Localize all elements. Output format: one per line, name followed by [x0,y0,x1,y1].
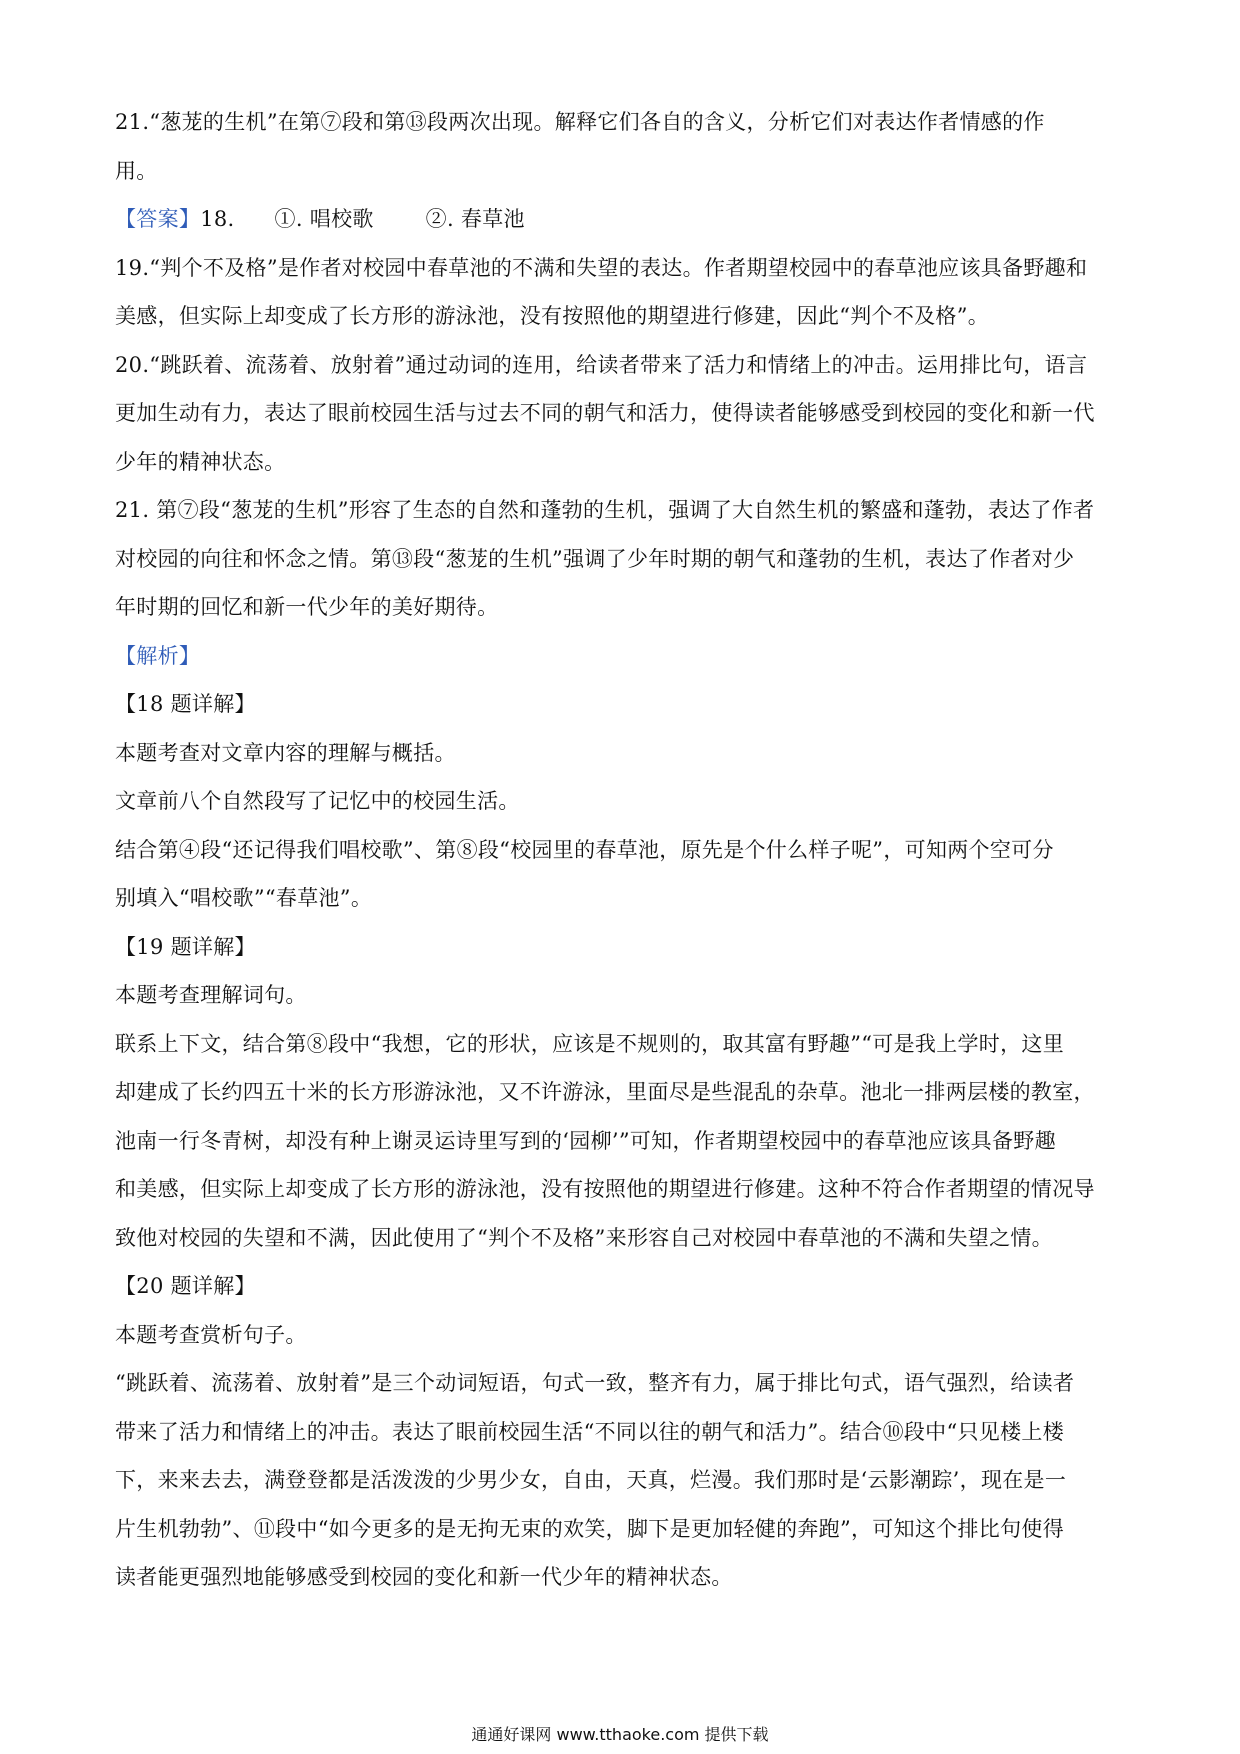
answer-19-line1: 19.“判个不及格”是作者对校园中春草池的不满和失望的表达。作者期望校园中的春草池应该具备野趣和 [115,255,1088,280]
detail-19-p2-line2: 却建成了长约四五十米的长方形游泳池，又不许游泳，里面尽是些混乱的杂草。池北一排两层楼的教室， [115,1080,1095,1104]
detail-18-p1: 本题考查对文章内容的理解与概括。 [115,740,456,765]
detail-20-p2-line1: “跳跃着、流荡着、放射着”是三个动词短语，句式一致，整齐有力，属于排比句式，语气强烈，给读者 [115,1371,1075,1395]
answer-item-1: ①. 唱校歌 [274,207,374,231]
analysis-tag: 【解析】 [115,643,201,668]
detail-20-p2-line2: 带来了活力和情绪上的冲击。表达了眼前校园生活“不同以往的朝气和活力”。结合⑩段中“只见楼上楼 [115,1419,1065,1444]
question-21-line2: 用。 [115,158,158,183]
detail-19-p1: 本题考查理解词句。 [115,983,307,1007]
detail-18-p3-line1: 结合第④段“还记得我们唱校歌”、第⑧段“校园里的春草池，原先是个什么样子呢”，可知两个空可分 [115,837,1054,862]
detail-18-p2: 文章前八个自然段写了记忆中的校园生活。 [115,789,520,813]
answer-19-line2: 美感，但实际上却变成了长方形的游泳池，没有按照他的期望进行修建，因此“判个不及格”。 [115,304,990,328]
answer-20-line3: 少年的精神状态。 [115,449,286,474]
detail-20-p2-line4: 片生机勃勃”、⑪段中“如今更多的是无拘无束的欢笑，脚下是更加轻健的奔跑”，可知这个排比句使得 [115,1516,1065,1541]
detail-20-p2-line3: 下，来来去去，满登登都是活泼泼的少男少女，自由，天真，烂漫。我们那时是‘云影潮踪’，现在是一 [115,1468,1067,1492]
question-21-line1: 21.“葱茏的生机”在第⑦段和第⑬段两次出现。解释它们各自的含义，分析它们对表达作者情感的作 [115,110,1045,134]
detail-20-p1: 本题考查赏析句子。 [115,1322,307,1347]
detail-20-heading: 【20 题详解】 [115,1274,256,1298]
document-body [115,98,1135,1602]
detail-18-p3-line2: 别填入“唱校歌”“春草池”。 [115,886,373,910]
detail-19-p2-line1: 联系上下文，结合第⑧段中“我想，它的形状，应该是不规则的，取其富有野趣”“可是我上学时，这里 [115,1031,1065,1056]
answer-20-line1: 20.“跳跃着、流荡着、放射着”通过动词的连用，给读者带来了活力和情绪上的冲击。运用排比句，语言 [115,352,1088,377]
answer-line [115,195,1135,244]
answer-20-line2: 更加生动有力，表达了眼前校园生活与过去不同的朝气和活力，使得读者能够感受到校园的变化和新一代 [115,401,1095,425]
detail-19-heading: 【19 题详解】 [115,934,256,959]
answer-number: 18. [200,207,235,231]
answer-item-2: ②. 春草池 [425,207,525,231]
answer-21-line3: 年时期的回忆和新一代少年的美好期待。 [115,595,499,619]
page-footer: 通通好课网 www.tthaoke.com 提供下载 [471,1725,769,1744]
answer-21-line1: 21. 第⑦段“葱茏的生机”形容了生态的自然和蓬勃的生机，强调了大自然生机的繁盛和蓬勃，表达了作者 [115,498,1095,522]
detail-20-p2-line5: 读者能更强烈地能够感受到校园的变化和新一代少年的精神状态。 [115,1565,733,1589]
detail-19-p2-line3: 池南一行冬青树，却没有种上谢灵运诗里写到的‘园柳’”可知，作者期望校园中的春草池应该具备野趣 [115,1128,1056,1153]
answer-tag: 【答案】 [115,207,201,231]
answer-21-line2: 对校园的向往和怀念之情。第⑬段“葱茏的生机”强调了少年时期的朝气和蓬勃的生机，表达了作者对少 [115,546,1075,571]
detail-18-heading: 【18 题详解】 [115,692,256,716]
detail-19-p2-line4: 和美感，但实际上却变成了长方形的游泳池，没有按照他的期望进行修建。这种不符合作者期望的情况导 [115,1177,1095,1201]
detail-19-p2-line5: 致他对校园的失望和不满，因此使用了“判个不及格”来形容自己对校园中春草池的不满和失望之情。 [115,1225,1053,1250]
